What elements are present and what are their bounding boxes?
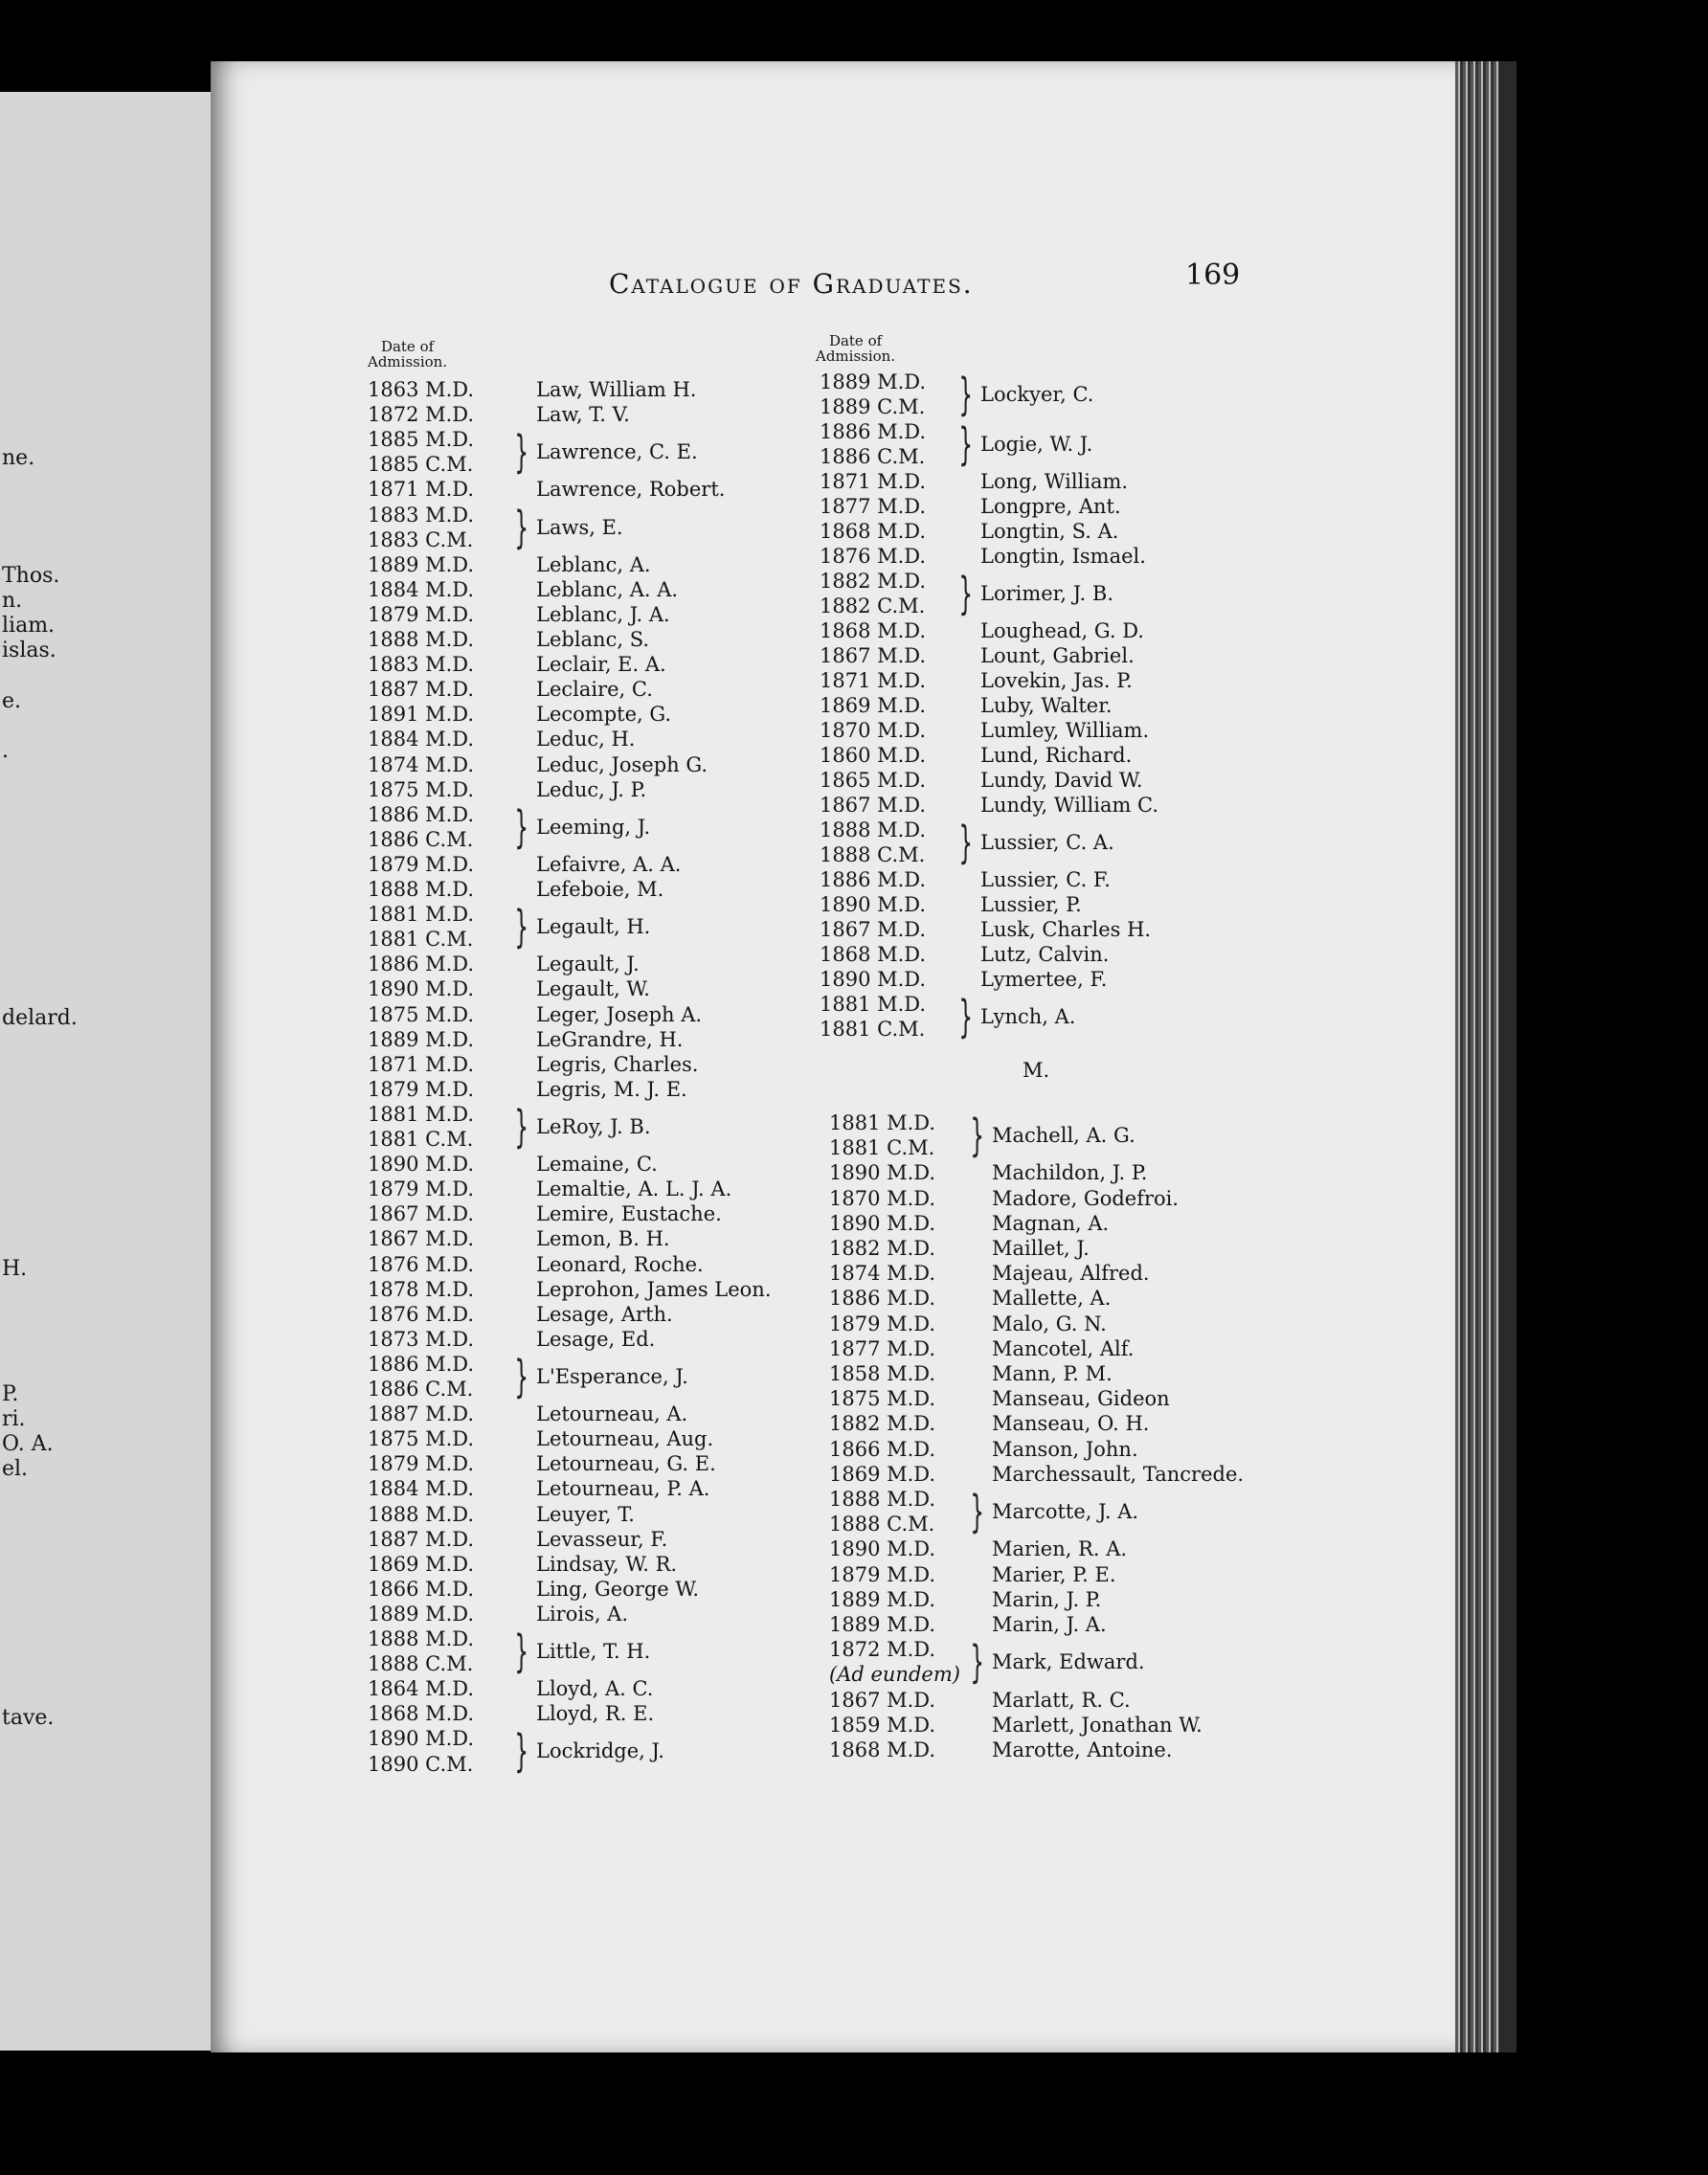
admission-date: 1888 C.M. <box>829 1513 935 1536</box>
brace-glyph: } <box>970 1636 984 1689</box>
graduate-name: Marier, P. E. <box>992 1562 1116 1586</box>
admission-date: 1870 M.D. <box>829 1186 936 1210</box>
graduate-name: Longtin, Ismael. <box>980 545 1146 568</box>
admission-date: 1881 C.M. <box>829 1136 935 1160</box>
admission-date: 1868 M.D. <box>820 619 927 642</box>
graduate-name: Marchessault, Tancrede. <box>992 1462 1245 1486</box>
facing-page-fragment: ri. <box>2 1407 26 1431</box>
graduate-name: Marotte, Antoine. <box>992 1738 1173 1761</box>
facing-page-fragment: H. <box>2 1257 28 1281</box>
admission-date: 1881 M.D. <box>829 1111 936 1134</box>
admission-date: 1867 M.D. <box>820 918 927 941</box>
graduate-name: Lawrence, Robert. <box>536 478 726 502</box>
graduate-name: Leclaire, C. <box>536 678 653 702</box>
admission-date: 1881 C.M. <box>368 928 474 952</box>
admission-date: 1867 M.D. <box>829 1688 936 1712</box>
graduate-name: Marien, R. A. <box>992 1537 1128 1561</box>
graduate-name: Law, William H. <box>536 378 697 401</box>
facing-page-fragment: . <box>2 739 9 763</box>
admission-date: 1876 M.D. <box>820 545 927 568</box>
brace-glyph: } <box>958 817 973 868</box>
graduate-name: Manseau, O. H. <box>992 1412 1150 1436</box>
admission-date: 1872 M.D. <box>368 403 475 427</box>
admission-date: 1866 M.D. <box>829 1437 936 1461</box>
graduate-name: Lussier, P. <box>980 893 1082 916</box>
graduate-name: Legris, Charles. <box>536 1052 699 1076</box>
brace-glyph: } <box>514 1725 528 1778</box>
facing-page-fragment: ne. <box>2 446 35 470</box>
admission-date: 1867 M.D. <box>820 794 927 817</box>
page-edge <box>1455 61 1499 2052</box>
graduate-name: Lirois, A. <box>536 1602 629 1626</box>
admission-date: 1874 M.D. <box>829 1262 936 1286</box>
admission-date: 1868 M.D. <box>368 1702 475 1726</box>
left-column-heading <box>368 339 447 370</box>
admission-date: 1876 M.D. <box>368 1252 475 1276</box>
admission-date: 1879 M.D. <box>368 852 475 876</box>
admission-date: (Ad eundem) <box>829 1663 960 1687</box>
admission-date: 1871 M.D. <box>820 669 927 692</box>
graduate-name: Law, T. V. <box>536 403 630 427</box>
admission-date: 1884 M.D. <box>368 1477 475 1501</box>
graduate-name: Long, William. <box>980 470 1129 493</box>
admission-date: 1879 M.D. <box>368 1077 475 1101</box>
graduate-name: Lefeboie, M. <box>536 878 664 901</box>
brace-glyph: } <box>514 901 528 953</box>
page-header: Catalogue of Graduates. <box>609 268 974 300</box>
brace-glyph: } <box>514 1100 528 1153</box>
heading-line: Admission. <box>368 353 448 370</box>
graduate-name: Lumley, William. <box>980 719 1150 742</box>
graduate-name: Lovekin, Jas. P. <box>980 669 1133 692</box>
admission-date: 1886 M.D. <box>368 1352 475 1376</box>
graduate-name: Lawrence, C. E. <box>536 440 698 464</box>
graduate-name: Letourneau, A. <box>536 1402 688 1426</box>
brace-glyph: } <box>958 418 973 470</box>
brace-glyph: } <box>514 1626 528 1678</box>
graduate-name: Loughead, G. D. <box>980 619 1144 642</box>
graduate-name: Lockyer, C. <box>980 383 1094 406</box>
admission-date: 1890 M.D. <box>368 1727 475 1751</box>
admission-date: 1886 C.M. <box>820 445 926 468</box>
graduate-name: Logie, W. J. <box>980 433 1093 456</box>
admission-date: 1890 M.D. <box>829 1537 936 1561</box>
heading-line: Admission. <box>816 348 896 365</box>
facing-page-fragment: Thos. <box>2 564 60 588</box>
brace-glyph: } <box>970 1486 984 1538</box>
graduate-name: Lecompte, G. <box>536 703 672 727</box>
admission-date: 1888 M.D. <box>368 878 475 901</box>
admission-date: 1886 M.D. <box>829 1287 936 1311</box>
graduate-name: Mark, Edward. <box>992 1650 1145 1674</box>
graduate-name: Leduc, Joseph G. <box>536 752 708 776</box>
admission-date: 1887 M.D. <box>368 1402 475 1426</box>
graduate-name: Leduc, H. <box>536 728 636 751</box>
graduate-name: Letourneau, G. E. <box>536 1452 716 1476</box>
admission-date: 1889 M.D. <box>829 1613 936 1636</box>
admission-date: 1888 M.D. <box>368 628 475 651</box>
graduate-name: Letourneau, Aug. <box>536 1427 714 1451</box>
graduate-name: Lynch, A. <box>980 1005 1076 1028</box>
admission-date: 1883 M.D. <box>368 503 475 527</box>
admission-date: 1891 M.D. <box>368 703 475 727</box>
admission-date: 1886 M.D. <box>820 868 927 891</box>
admission-date: 1886 C.M. <box>368 827 474 851</box>
graduate-name: Legault, H. <box>536 915 651 939</box>
admission-date: 1889 M.D. <box>368 1602 475 1626</box>
graduate-name: Leclair, E. A. <box>536 653 666 677</box>
facing-page-fragment: e. <box>2 689 22 713</box>
admission-date: 1889 C.M. <box>820 395 926 418</box>
graduate-name: Marin, J. P. <box>992 1587 1102 1611</box>
page-number: 169 <box>1185 258 1241 292</box>
graduate-name: Maillet, J. <box>992 1237 1090 1260</box>
graduate-name: Legault, J. <box>536 953 640 976</box>
admission-date: 1888 C.M. <box>820 843 926 866</box>
admission-date: 1889 M.D. <box>829 1587 936 1611</box>
graduate-name: Lockridge, J. <box>536 1739 664 1763</box>
graduate-name: Letourneau, P. A. <box>536 1477 710 1501</box>
graduate-name: Magnan, A. <box>992 1211 1110 1235</box>
brace-glyph: } <box>514 501 528 553</box>
admission-date: 1881 C.M. <box>368 1128 474 1151</box>
graduate-name: Lemire, Eustache. <box>536 1202 722 1226</box>
admission-date: 1859 M.D. <box>829 1713 936 1737</box>
facing-page-fragment: delard. <box>2 1006 78 1030</box>
brace-glyph: } <box>958 568 973 619</box>
admission-date: 1867 M.D. <box>820 644 927 667</box>
admission-date: 1890 M.D. <box>368 1153 475 1177</box>
admission-date: 1868 M.D. <box>829 1738 936 1761</box>
admission-date: 1888 M.D. <box>820 818 927 841</box>
admission-date: 1879 M.D. <box>368 1177 475 1201</box>
admission-date: 1881 M.D. <box>368 1102 475 1126</box>
admission-date: 1876 M.D. <box>368 1302 475 1326</box>
graduate-name: Legault, W. <box>536 977 650 1001</box>
right-column-heading <box>816 333 895 364</box>
admission-date: 1890 M.D. <box>829 1211 936 1235</box>
admission-date: 1868 M.D. <box>820 520 927 543</box>
graduate-name: Lymertee, F. <box>980 968 1108 991</box>
graduate-name: Longtin, S. A. <box>980 520 1119 543</box>
graduate-name: Mancotel, Alf. <box>992 1336 1135 1360</box>
facing-page-fragment: tave. <box>2 1706 55 1730</box>
section-letter: M. <box>1023 1059 1050 1082</box>
admission-date: 1889 M.D. <box>820 370 927 393</box>
graduate-name: Lemaine, C. <box>536 1153 658 1177</box>
admission-date: 1871 M.D. <box>368 478 475 502</box>
graduate-name: Machell, A. G. <box>992 1124 1135 1148</box>
graduate-name: Lloyd, A. C. <box>536 1677 654 1701</box>
admission-date: 1888 M.D. <box>368 1502 475 1526</box>
graduate-name: Lemon, B. H. <box>536 1227 670 1251</box>
graduate-name: Machildon, J. P. <box>992 1161 1148 1185</box>
admission-date: 1882 M.D. <box>829 1237 936 1260</box>
graduate-name: Marcotte, J. A. <box>992 1500 1139 1524</box>
graduate-name: Lusk, Charles H. <box>980 918 1152 941</box>
admission-date: 1890 C.M. <box>368 1752 474 1776</box>
brace-glyph: } <box>514 426 528 479</box>
graduate-name: Lesage, Ed. <box>536 1327 656 1351</box>
graduate-name: Majeau, Alfred. <box>992 1262 1150 1286</box>
admission-date: 1867 M.D. <box>368 1227 475 1251</box>
facing-page-fragment: liam. <box>2 614 56 638</box>
admission-date: 1873 M.D. <box>368 1327 475 1351</box>
admission-date: 1885 C.M. <box>368 453 474 477</box>
graduate-name: Madore, Godefroi. <box>992 1186 1180 1210</box>
facing-page-fragment: el. <box>2 1457 29 1481</box>
admission-date: 1864 M.D. <box>368 1677 475 1701</box>
graduate-name: LeRoy, J. B. <box>536 1114 651 1138</box>
graduate-name: Leblanc, J. A. <box>536 602 670 626</box>
brace-glyph: } <box>514 1350 528 1402</box>
graduate-name: Mallette, A. <box>992 1287 1112 1311</box>
admission-date: 1881 M.D. <box>368 903 475 927</box>
graduate-name: Lorimer, J. B. <box>980 582 1114 605</box>
graduate-name: Marlett, Jonathan W. <box>992 1713 1202 1737</box>
graduate-name: Leeming, J. <box>536 815 651 839</box>
admission-date: 1881 C.M. <box>820 1018 926 1041</box>
graduate-name: Lefaivre, A. A. <box>536 852 682 876</box>
admission-date: 1884 M.D. <box>368 728 475 751</box>
admission-date: 1890 M.D. <box>829 1161 936 1185</box>
graduate-name: Lloyd, R. E. <box>536 1702 655 1726</box>
admission-date: 1879 M.D. <box>368 1452 475 1476</box>
graduate-name: Lemaltie, A. L. J. A. <box>536 1177 732 1201</box>
admission-date: 1869 M.D. <box>368 1552 475 1576</box>
admission-date: 1889 M.D. <box>368 552 475 576</box>
admission-date: 1872 M.D. <box>829 1638 936 1662</box>
graduate-name: Marlatt, R. C. <box>992 1688 1131 1712</box>
admission-date: 1887 M.D. <box>368 1527 475 1551</box>
admission-date: 1884 M.D. <box>368 577 475 601</box>
graduate-name: Leblanc, A. <box>536 552 651 576</box>
graduate-name: Luby, Walter. <box>980 694 1112 717</box>
brace-glyph: } <box>514 800 528 853</box>
admission-date: 1885 M.D. <box>368 428 475 452</box>
admission-date: 1882 M.D. <box>829 1412 936 1436</box>
facing-page-fragment: P. <box>2 1382 19 1406</box>
admission-date: 1870 M.D. <box>820 719 927 742</box>
admission-date: 1879 M.D. <box>829 1312 936 1335</box>
facing-page-fragment: n. <box>2 589 23 613</box>
graduate-name: Lussier, C. F. <box>980 868 1111 891</box>
admission-date: 1890 M.D. <box>820 968 927 991</box>
admission-date: 1883 C.M. <box>368 527 474 551</box>
admission-date: 1879 M.D. <box>829 1562 936 1586</box>
graduate-name: Lundy, William C. <box>980 794 1159 817</box>
admission-date: 1875 M.D. <box>829 1387 936 1411</box>
graduate-name: Leger, Joseph A. <box>536 1002 703 1026</box>
graduate-name: Little, T. H. <box>536 1640 651 1664</box>
admission-date: 1868 M.D. <box>820 943 927 966</box>
admission-date: 1871 M.D. <box>820 470 927 493</box>
graduate-name: Marin, J. A. <box>992 1613 1107 1636</box>
admission-date: 1869 M.D. <box>820 694 927 717</box>
admission-date: 1882 M.D. <box>820 570 927 593</box>
admission-date: 1888 C.M. <box>368 1652 474 1676</box>
admission-date: 1886 M.D. <box>368 953 475 976</box>
admission-date: 1889 M.D. <box>368 1027 475 1051</box>
graduate-name: Leonard, Roche. <box>536 1252 704 1276</box>
admission-date: 1877 M.D. <box>829 1336 936 1360</box>
graduate-name: Malo, G. N. <box>992 1312 1107 1335</box>
graduate-name: Leduc, J. P. <box>536 777 647 801</box>
admission-date: 1883 M.D. <box>368 653 475 677</box>
admission-date: 1866 M.D. <box>368 1577 475 1601</box>
graduate-name: Legris, M. J. E. <box>536 1077 687 1101</box>
graduate-name: Leuyer, T. <box>536 1502 635 1526</box>
graduate-name: Lount, Gabriel. <box>980 644 1135 667</box>
admission-date: 1875 M.D. <box>368 777 475 801</box>
graduate-name: Leblanc, S. <box>536 628 650 651</box>
admission-date: 1886 M.D. <box>368 802 475 826</box>
admission-date: 1860 M.D. <box>820 744 927 767</box>
admission-date: 1875 M.D. <box>368 1427 475 1451</box>
graduate-name: Manson, John. <box>992 1437 1138 1461</box>
graduate-name: Levasseur, F. <box>536 1527 668 1551</box>
heading-line: Date of <box>828 332 883 349</box>
graduate-name: Lundy, David W. <box>980 769 1143 792</box>
graduate-name: Laws, E. <box>536 515 623 539</box>
graduate-name: Lutz, Calvin. <box>980 943 1110 966</box>
graduate-name: Lund, Richard. <box>980 744 1133 767</box>
admission-date: 1882 C.M. <box>820 594 926 617</box>
brace-glyph: } <box>958 369 973 420</box>
admission-date: 1879 M.D. <box>368 602 475 626</box>
admission-date: 1865 M.D. <box>820 769 927 792</box>
admission-date: 1888 M.D. <box>368 1627 475 1650</box>
graduate-name: Manseau, Gideon <box>992 1387 1170 1411</box>
facing-page <box>0 92 234 2051</box>
admission-date: 1886 C.M. <box>368 1378 474 1401</box>
admission-date: 1881 M.D. <box>820 993 927 1016</box>
graduate-name: LeGrandre, H. <box>536 1027 684 1051</box>
admission-date: 1871 M.D. <box>368 1052 475 1076</box>
heading-line: Date of <box>380 338 435 355</box>
admission-date: 1874 M.D. <box>368 752 475 776</box>
admission-date: 1890 M.D. <box>368 977 475 1001</box>
admission-date: 1877 M.D. <box>820 495 927 518</box>
facing-page-fragment: islas. <box>2 639 56 662</box>
admission-date: 1867 M.D. <box>368 1202 475 1226</box>
admission-date: 1888 M.D. <box>829 1488 936 1511</box>
page-edge-dark <box>1499 61 1517 2052</box>
graduate-name: Lindsay, W. R. <box>536 1552 678 1576</box>
admission-date: 1869 M.D. <box>829 1462 936 1486</box>
graduate-name: Lesage, Arth. <box>536 1302 673 1326</box>
graduate-name: L'Esperance, J. <box>536 1364 688 1388</box>
brace-glyph: } <box>970 1110 984 1162</box>
graduate-name: Ling, George W. <box>536 1577 699 1601</box>
admission-date: 1863 M.D. <box>368 378 475 401</box>
graduate-name: Leprohon, James Leon. <box>536 1277 772 1301</box>
admission-date: 1890 M.D. <box>820 893 927 916</box>
graduate-name: Leblanc, A. A. <box>536 577 679 601</box>
graduate-name: Lussier, C. A. <box>980 831 1114 854</box>
admission-date: 1887 M.D. <box>368 678 475 702</box>
brace-glyph: } <box>958 991 973 1043</box>
admission-date: 1878 M.D. <box>368 1277 475 1301</box>
graduate-name: Longpre, Ant. <box>980 495 1121 518</box>
admission-date: 1858 M.D. <box>829 1362 936 1385</box>
graduate-name: Mann, P. M. <box>992 1362 1112 1385</box>
admission-date: 1886 M.D. <box>820 420 927 443</box>
facing-page-fragment: O. A. <box>2 1432 54 1456</box>
admission-date: 1875 M.D. <box>368 1002 475 1026</box>
